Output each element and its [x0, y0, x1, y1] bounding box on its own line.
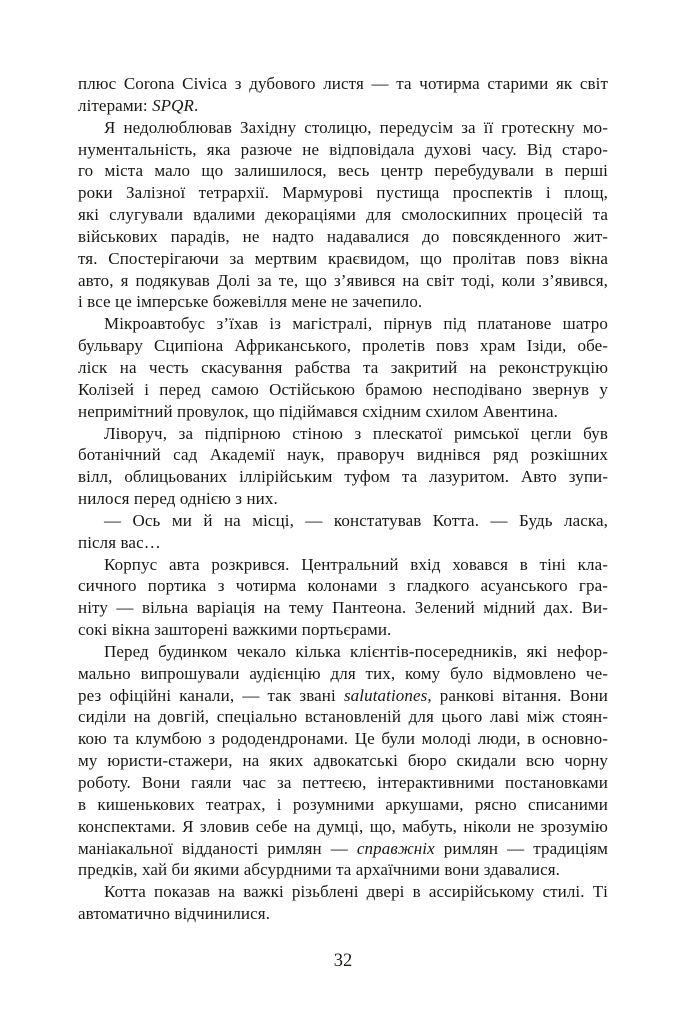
paragraph — [78, 117, 608, 314]
text-line: Ліворуч, за підпірною стіною з плескатої римської цегли був — [104, 423, 608, 443]
text-line: тя. Спостерігаючи за мертвим краєвидом, що пролітав повз вікна — [78, 248, 608, 268]
paragraph — [78, 881, 608, 925]
text-line: вілл, облицьованих іллірійським туфом та лазуритом. Авто зупи- — [78, 467, 608, 487]
paragraph — [78, 423, 608, 510]
text-line: ліск на честь скасування рабства та закритий на реконструкцію — [78, 357, 608, 377]
text-line: після вас… — [78, 532, 161, 552]
text-line: бульвару Сципіона Африканського, пролетів повз храм Ізіди, обе- — [78, 336, 608, 356]
text-line: Перед будинком чекало кілька клієнтів-посередників, які нефор- — [104, 641, 608, 661]
text-line: ботанічний сад Академії наук, праворуч виднівся ряд розкішних — [78, 445, 608, 465]
text-line: непримітний провулок, що підіймався східним схилом Авентина. — [78, 401, 558, 421]
text-line: конспектами. Я зловив себе на думці, що, мабуть, ніколи не зрозумію — [78, 816, 608, 836]
text-line: сокі вікна зашторені важкими портьєрами. — [78, 620, 392, 640]
text-line: Я недолюблював Західну столицю, передусім за її гротескну мо- — [104, 117, 608, 137]
paragraph — [78, 510, 608, 554]
text-line: Колізей і перед самою Остійською брамою несподівано звернув у — [78, 379, 608, 399]
text-line: автоматично відчинилися. — [78, 904, 271, 924]
text-line: в кишенькових театрах, і розумними аркушами, рясно списаними — [78, 794, 608, 814]
text-line: військових парадів, не надто надавалися до повсякденного жит- — [78, 226, 608, 246]
text-line: роботу. Вони гаяли час за петтеєю, інтерактивними постановками — [78, 773, 608, 792]
text-line: Котта показав на важкі різьблені двері в ассирійському стилі. Ті — [104, 882, 608, 902]
text-line: плюс Corona Civica з дубового листя — та чотирма старими як світ — [78, 74, 608, 93]
text-line: і все це імперське божевілля мене не зачепило. — [78, 292, 423, 312]
text-line: — Ось ми й на місці, — констатував Котта. — Будь ласка, — [104, 510, 608, 530]
text-line: рез офіційні канали, — так звані salutationes, ранкові вітання. Вони — [78, 685, 608, 705]
paragraph — [78, 641, 608, 881]
text-line: нументальність, яка разюче не відповідала духові часу. Від старо- — [78, 139, 608, 159]
text-line: ніту — вільна варіація на тему Пантеона. Зелений мідний дах. Ви- — [78, 598, 608, 618]
text-line: роки Залізної тетрархії. Мармурові пустища проспектів і площ, — [78, 183, 608, 203]
text-line: предків, хай би якими абсурдними та архаїчними вони здавалися. — [78, 860, 560, 880]
text-line: го міста мало що залишилося, весь центр перебудували в перші — [78, 161, 608, 181]
text-line: літерами: SPQR. — [78, 95, 199, 115]
text-line: сиділи на довгій, спеціально встановленій для цього лаві між стоян- — [78, 707, 608, 727]
text-line: маніакальної відданості римлян — справжніх римлян — традиціям — [78, 838, 608, 858]
text-line: які слугували вдалими декораціями для смолоскипних процесій та — [78, 205, 608, 225]
text-line: авто, я подякував Долі за те, що з’явився на світ тоді, коли з’явився, — [78, 270, 608, 290]
page-number: 32 — [333, 951, 353, 971]
text-column — [78, 73, 608, 925]
paragraph — [78, 73, 608, 117]
text-line: Корпус авта розкрився. Центральний вхід ховався в тіні кла- — [104, 554, 608, 574]
text-line: мально випрошували аудієнцію для тих, кому було відмовлено че- — [78, 663, 608, 683]
paragraph — [78, 313, 608, 422]
text-line: сичного портика з чотирма колонами з гладкого асуанського гра- — [78, 576, 608, 596]
text-line: Мікроавтобус з’їхав із магістралі, пірнув під платанове шатро — [104, 314, 608, 334]
text-line: му юристи-стажери, на яких адвокатські бюро скидали всю чорну — [78, 751, 608, 771]
text-line: кою та клумбою з рододендронами. Це були молоді люди, в основно- — [78, 729, 608, 749]
text-line: нилося перед однією з них. — [78, 489, 278, 509]
paragraph — [78, 554, 608, 641]
